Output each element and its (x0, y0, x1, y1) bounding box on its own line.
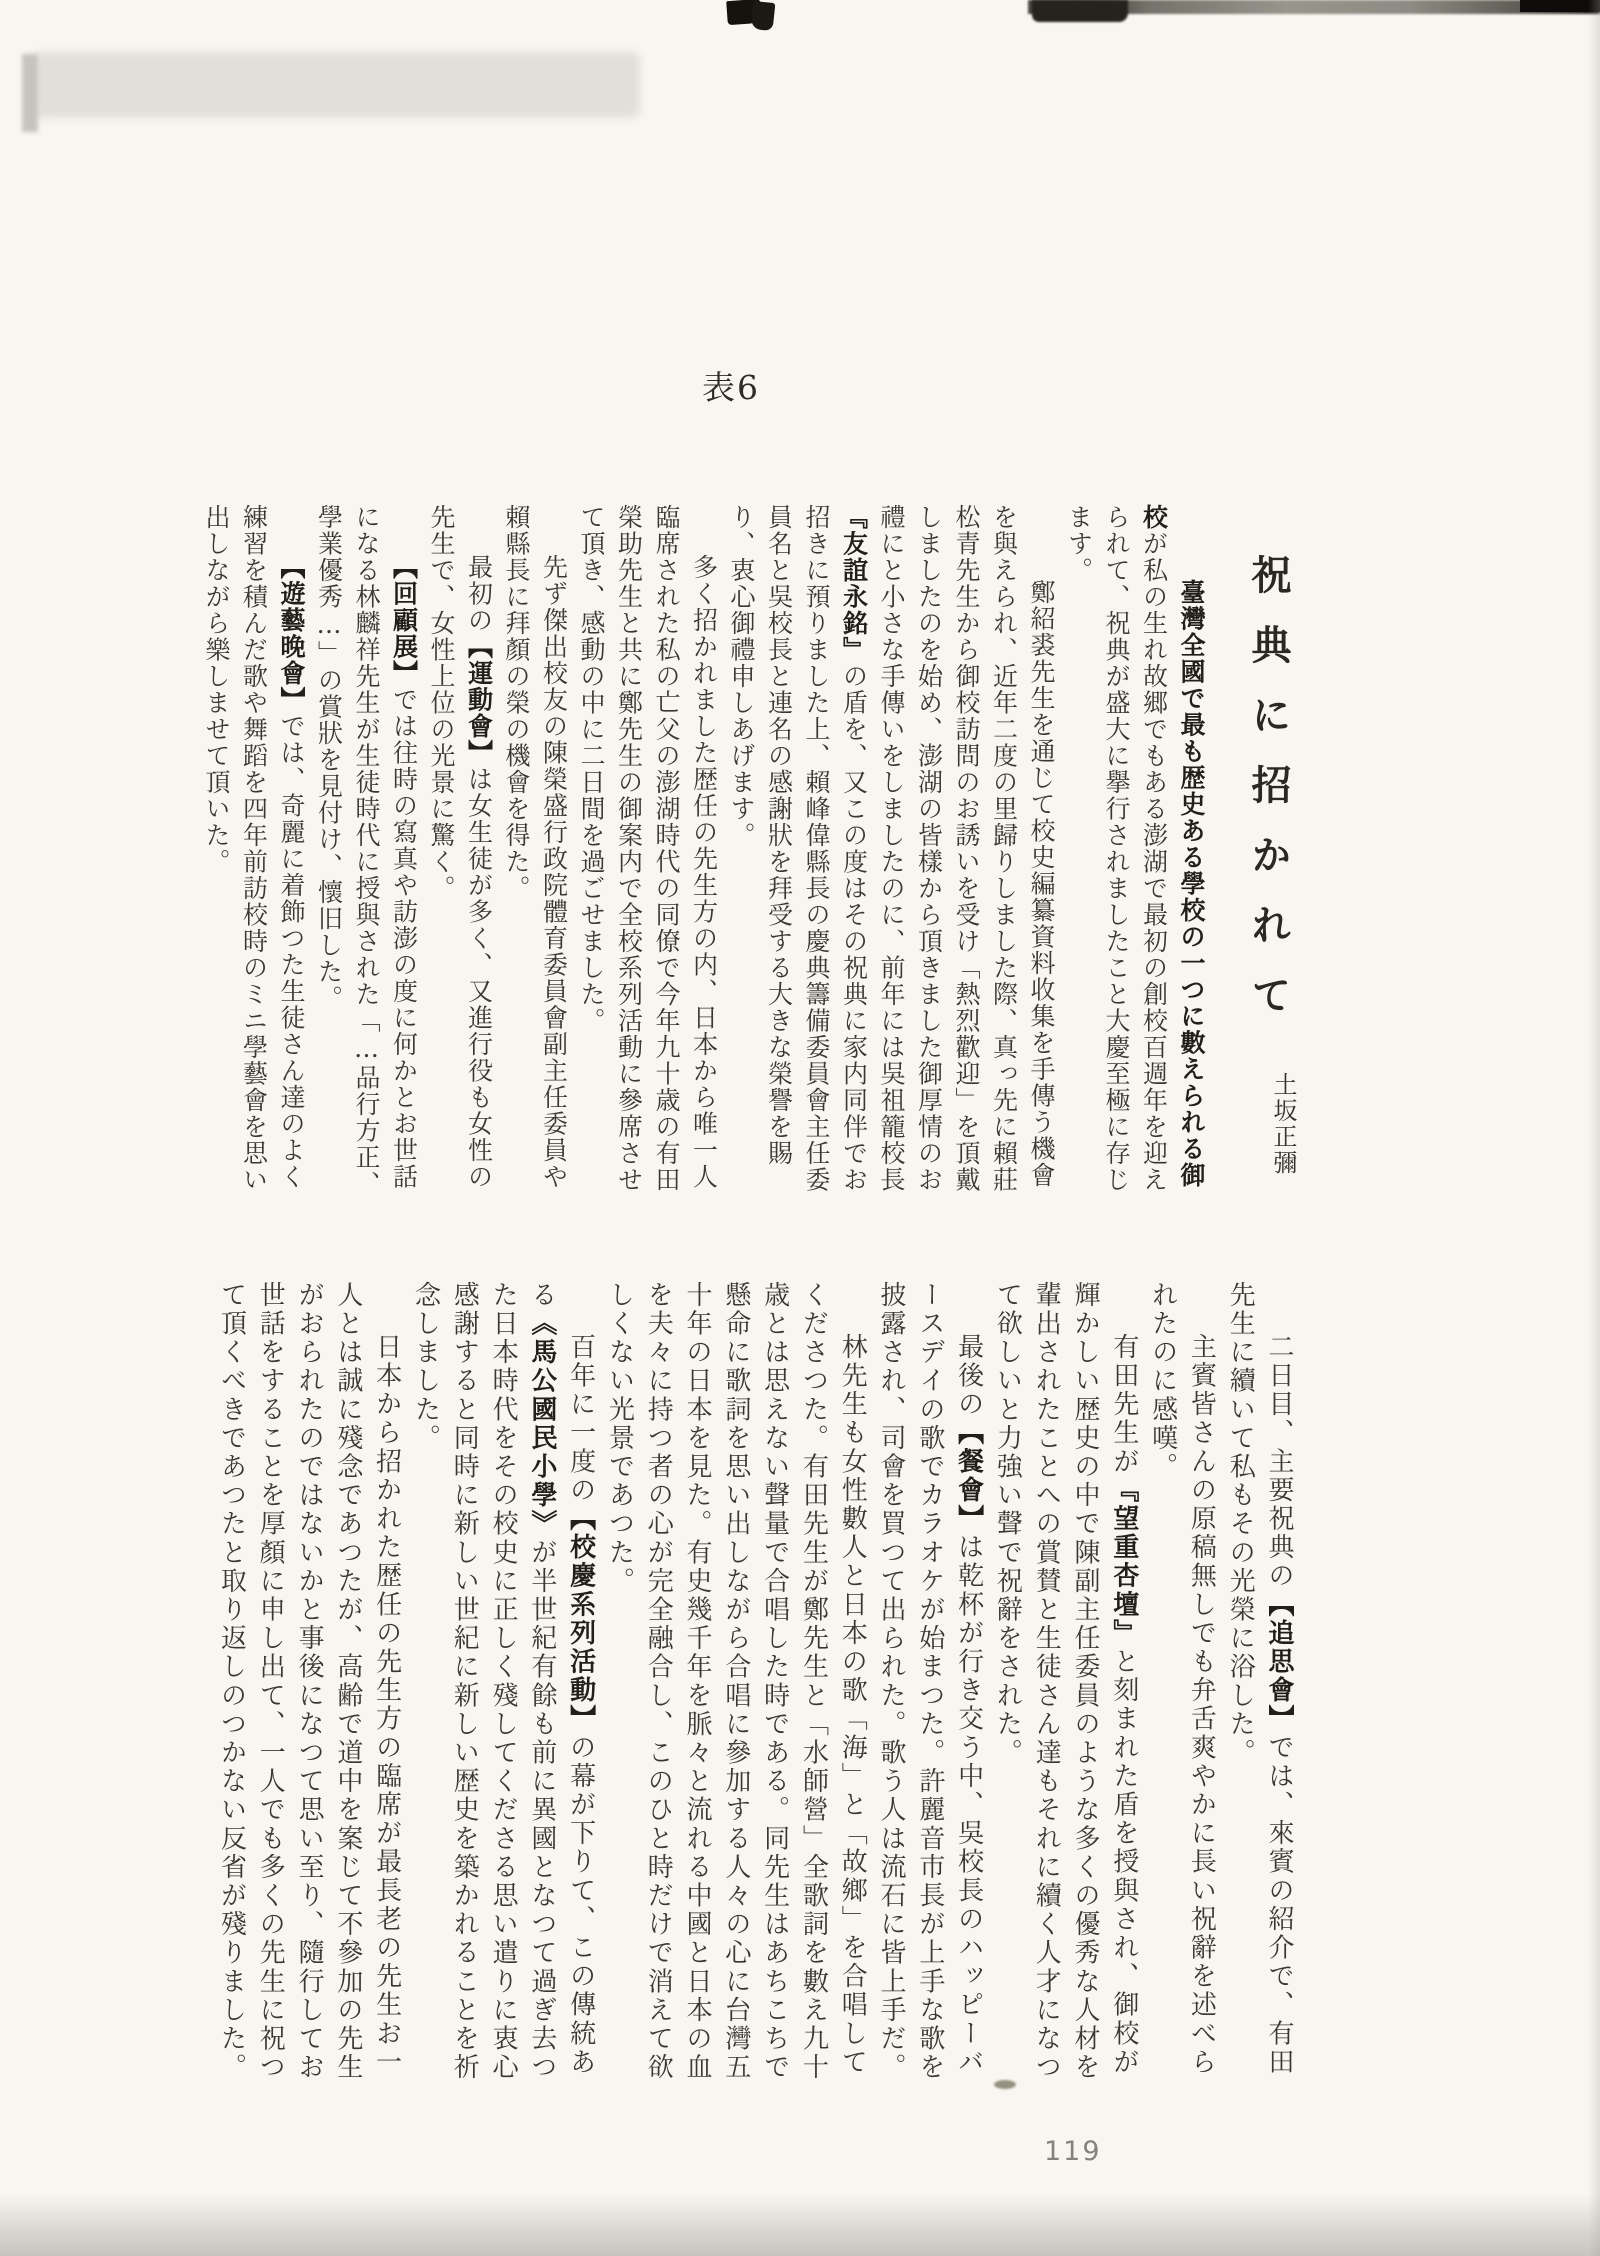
article-body-upper (198, 504, 1211, 1200)
scan-edge-streak (1028, 0, 1600, 14)
paragraph: 日本から招かれた歴任の先生方の臨席が最長老の先生お一人とは誠に殘念であつたが、高齢で道中を案じて不參加の先生がおられたのではないかと事後になつて思い至り、隨行してお世話をすることを厚顏に申し出て、一人でも多くの先生に祝つて頂くべきであつたと取り返しのつかない反省が殘りました。 (216, 1281, 402, 2082)
scan-ink-blob (751, 1, 776, 31)
paragraph: 最後の【餐會】は乾杯が行き交う中、吳校長のハッピーバースデイの歌でカラオケが始まつた。許麗音市長が上手な歌を披露され、司會を買つて出られた。歌う人は流石に皆上手だ。 (876, 1281, 984, 2082)
paragraph: 【遊藝晚會】では、奇麗に着飾つた生徒さん達のよく練習を積んだ歌や舞蹈を四年前訪校時のミニ學藝會を思い出しながら樂しませて頂いた。 (202, 504, 306, 1193)
paragraph: 【回顧展】では往時の寫真や訪澎の度に何かとお世話になる林麟祥先生が生徒時代に授與された「…品行方正、學業優秀…」の賞狀を見付け、懷旧した。 (314, 504, 419, 1197)
paragraph: 多く招かれました歴任の先生方の内、日本から唯一人臨席された私の亡父の澎湖時代の同僚で今年九十歳の有田榮助先生と共に鄭先生の御案内で全校系列活動に參席させて頂き、感動の中に二日間を過ごせました。 (577, 504, 719, 1193)
bold-lead: 臺灣全國で最も歴史ある學校の一つに數えられる御校 (1139, 504, 1206, 1189)
scan-corner-mark (1520, 0, 1600, 12)
table-caption: 表6 (702, 368, 760, 407)
paragraph-text: が私の生れ故郷でもある澎湖で最初の創校百週年を迎えられて、祝典が盛大に擧行されましたこと大慶至極に存じます。 (1064, 504, 1169, 1193)
paragraph: 林先生も女性數人と日本の歌「海」と「故鄉」を合唱してくださつた。有田先生が鄭先生と「水師營」全歌詞を數え九十歳とは思えない聲量で合唱した時である。同先生はあちこちで懸命に歌詞を思い出しながら合唱に參加する人々の心に台灣五十年の日本を見た。有史幾千年を脈々と流れる中國と日本の血を夫々に持つ者の心が完全融合し、このひと時だけで消えて欲しくない光景であつた。 (604, 1281, 868, 2082)
paragraph: 鄭紹裘先生を通じて校史編纂資料收集を手傳う機會を與えられ、近年二度の里歸りしました際、真っ先に賴莊松青先生から御校訪問のお誘いを受け「熱烈歡迎」を頂戴しましたのを始め、澎湖の皆樣から頂きました御厚情のお禮にと小さな手傳いをしましたのに、前年には吳祖籠校長『友誼永銘』の盾を、又この度はその祝典に家内同伴でお招きに預りました上、賴峰偉縣長の慶典籌備委員會主任委員名と吳校長と連名の感謝狀を拜受する大きな榮譽を賜り、衷心御禮申しあげます。 (727, 504, 1056, 1193)
paragraph: 百年に一度の【校慶系列活動】の幕が下りて、この傳統ある《馬公國民小學》が半世紀有餘も前に異國となつて過ぎ去つた日本時代をその校史に正しく殘してくださる思い遣りに衷心感謝すると同時に新しい世紀に新しい歴史を築かれることを祈念しました。 (410, 1281, 596, 2082)
paragraph: 最初の【運動會】は女生徒が多く、又進行役も女性の先生で、女性上位の光景に驚く。 (427, 504, 494, 1190)
paragraph: 二日目、主要祝典の【追思會】では、來賓の紹介で、有田先生に續いて私もその光榮に浴した。 (1225, 1281, 1294, 2077)
scan-bottom-shadow (0, 2194, 1600, 2256)
page-number: 119 (1044, 2136, 1102, 2167)
article-author: 土坂正彌 (1269, 1072, 1297, 1176)
paragraph: 先ず傑出校友の陳榮盛行政院體育委員會副主任委員や賴縣長に拜顏の榮の機會を得た。 (502, 504, 569, 1190)
paragraph (1060, 504, 1210, 1200)
scan-ink-blob (726, 0, 762, 25)
scan-edge-streak-dark (1032, 0, 1128, 22)
article-title: 祝典に招かれて (1245, 554, 1292, 1044)
article-body-lower (212, 1281, 1298, 2083)
paragraph: 有田先生が『望重杏壇』と刻まれた盾を授與され、御校が輝かしい歴史の中で陳副主任委員のような多くの優秀な人材を輩出されたことへの賞賛と生徒さん達もそれに續く人才になつて欲しいと力強い聲で祝辭をされた。 (992, 1281, 1139, 2082)
scan-smudge-band (34, 52, 640, 118)
scan-edge-mark (22, 54, 38, 132)
scan-right-shadow (1588, 0, 1600, 2256)
paragraph: 主賓皆さんの原稿無しでも弁舌爽やかに長い祝辭を述べられたのに感嘆。 (1147, 1281, 1217, 2077)
